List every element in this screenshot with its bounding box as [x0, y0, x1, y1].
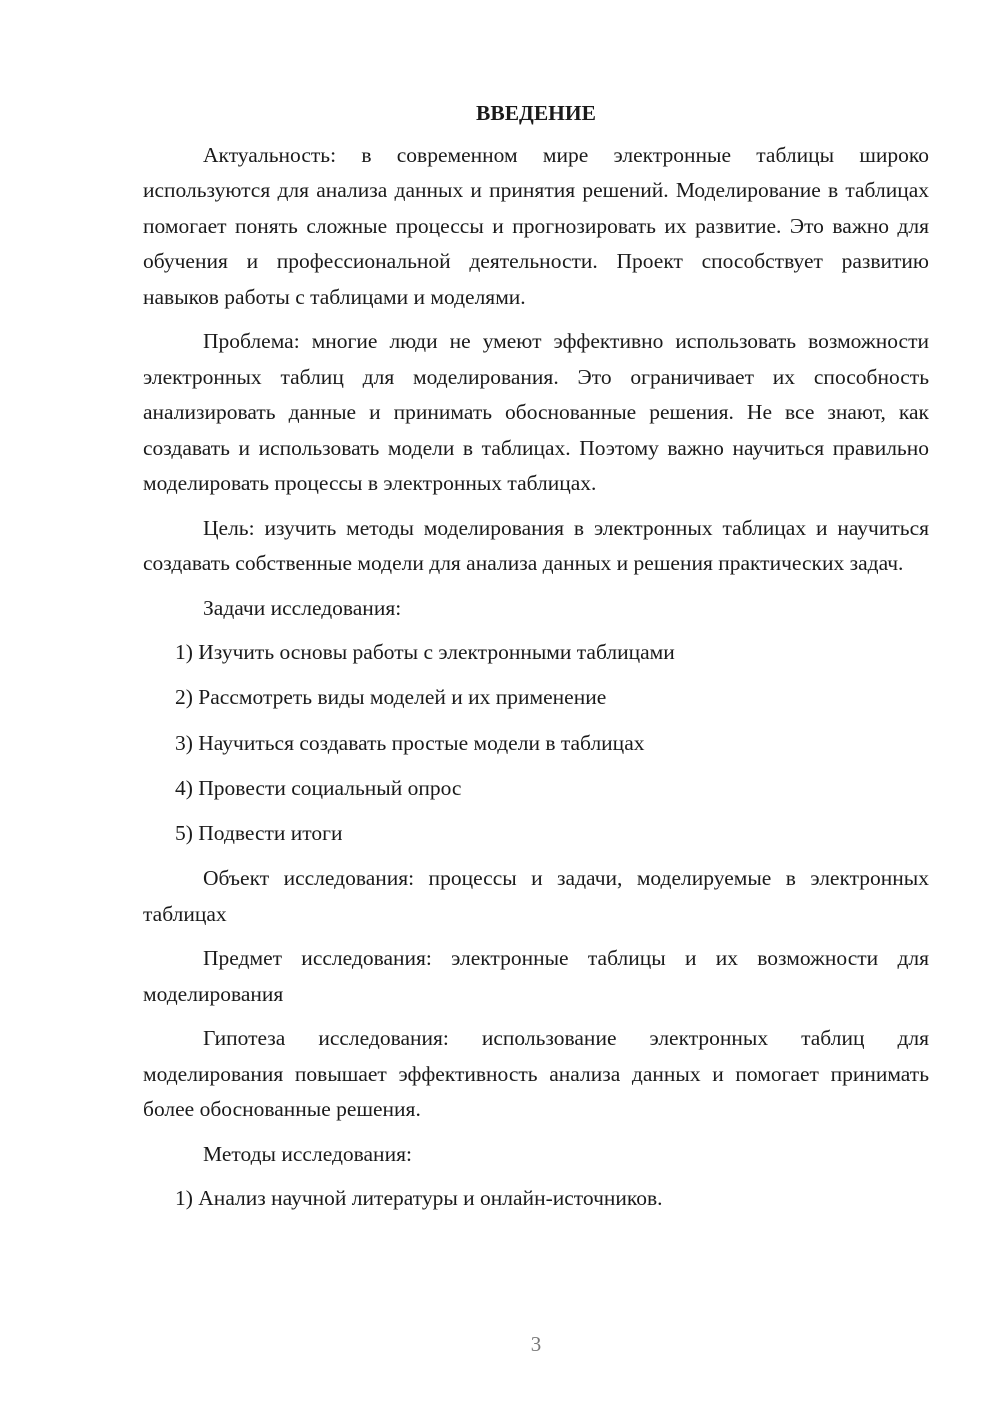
goal-paragraph: Цель: изучить методы моделирования в электронных таблицах и научиться создавать собственные модели для анализа данных и решения практических задач.: [143, 515, 929, 575]
tasks-heading: Задачи исследования:: [203, 595, 402, 620]
object-paragraph: Объект исследования: процессы и задачи, моделируемые в электронных таблицах: [143, 866, 929, 926]
page-number: 3: [530, 1332, 542, 1356]
hypothesis-paragraph: Гипотеза исследования: использование электронных таблиц для моделирования повышает эффективность анализа данных и помогает принимать более обоснованные решения.: [143, 1026, 929, 1122]
page-title: ВВЕДЕНИЕ: [476, 101, 596, 125]
list-item: 1) Изучить основы работы с электронными таблицами: [175, 640, 675, 664]
subject-paragraph: Предмет исследования: электронные таблицы и их возможности для моделирования: [143, 946, 929, 1006]
page-content: [143, 96, 929, 1227]
relevance-paragraph: Актуальность: в современном мире электронные таблицы широко используются для анализа данных и принятия решений. Моделирование в таблицах помогает понять сложные процессы и прогнозировать их развитие. Это важно для обучения и профессиональной деятельности. Проект способствует развитию навыков работы с таблицами и моделями.: [143, 142, 929, 309]
list-item: 5) Подвести итоги: [175, 821, 343, 846]
list-item: 4) Провести социальный опрос: [175, 775, 462, 800]
problem-paragraph: Проблема: многие люди не умеют эффективно использовать возможности электронных таблиц для моделирования. Это ограничивает их способность анализировать данные и принимать обоснованные решения. Не все знают, как создавать и использовать модели в таблицах. Поэтому важно научиться правильно моделировать процессы в электронных таблицах.: [143, 329, 929, 495]
list-item: 1) Анализ научной литературы и онлайн-источников.: [175, 1186, 663, 1211]
list-item: 2) Рассмотреть виды моделей и их применение: [175, 685, 607, 710]
methods-heading: Методы исследования:: [203, 1141, 412, 1166]
tasks-list: [143, 635, 929, 852]
list-item: 3) Научиться создавать простые модели в таблицах: [175, 730, 645, 755]
methods-list: [143, 1181, 929, 1217]
